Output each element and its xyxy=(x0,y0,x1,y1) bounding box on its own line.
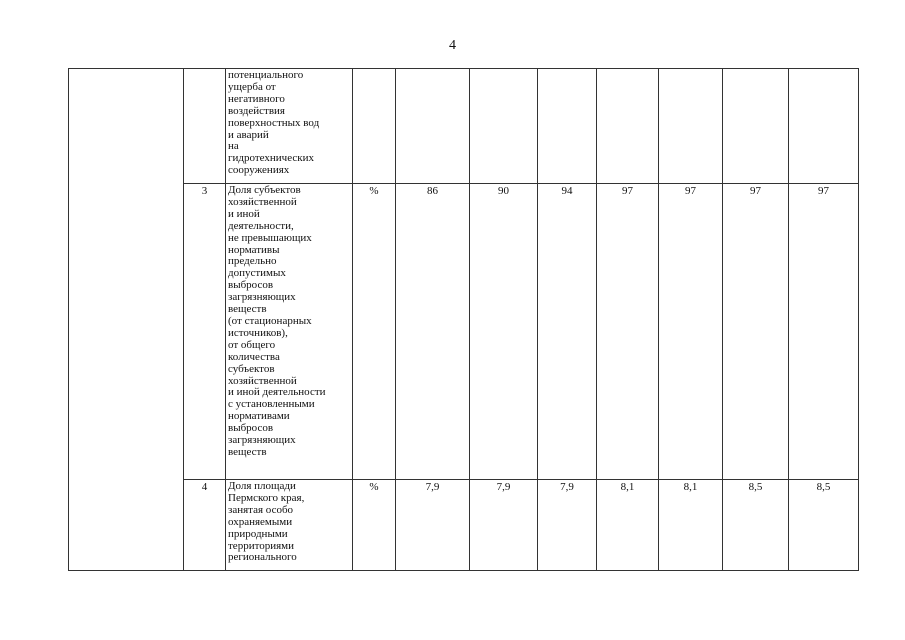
value-cell: 8,5 xyxy=(816,481,831,493)
indicator-description: потенциального ущерба от негативного воздействия поверхностных вод и аварий на гидротехнических сооружениях xyxy=(228,69,320,177)
table-column-border xyxy=(68,68,69,571)
table-column-border xyxy=(395,68,396,571)
unit-cell: % xyxy=(369,481,379,493)
table-column-border xyxy=(183,68,184,571)
table-column-border xyxy=(352,68,353,571)
value-cell: 94 xyxy=(561,185,573,197)
table-bottom-border xyxy=(68,570,859,571)
table-column-border xyxy=(537,68,538,571)
value-cell: 97 xyxy=(685,185,696,197)
table-column-border xyxy=(596,68,597,571)
indicator-description: Доля площади Пермского края, занятая особо охраняемыми природными территориями регионального xyxy=(228,480,305,564)
table-column-border xyxy=(469,68,470,571)
value-cell: 90 xyxy=(498,185,509,197)
value-cell: 7,9 xyxy=(425,481,440,493)
unit-cell: % xyxy=(369,185,379,197)
value-cell: 97 xyxy=(622,185,633,197)
page-number: 4 xyxy=(449,38,456,53)
row-index: 3 xyxy=(201,185,208,197)
value-cell: 7,9 xyxy=(560,481,574,493)
table-top-border xyxy=(68,68,859,69)
value-cell: 97 xyxy=(818,185,829,197)
value-cell: 8,1 xyxy=(620,481,635,493)
table-column-border xyxy=(722,68,723,571)
table-column-border xyxy=(788,68,789,571)
row-index: 4 xyxy=(201,481,208,493)
value-cell: 86 xyxy=(427,185,438,197)
value-cell: 97 xyxy=(750,185,761,197)
value-cell: 8,1 xyxy=(683,481,698,493)
table-column-border xyxy=(858,68,859,571)
indicator-description: Доля субъектов хозяйственной и иной деятельности, не превышающих нормативы предельно допустимых выбросов загрязняющих веществ (от стационарных источников), от общего количества субъектов хозяйственной и иной деятельности с установленными нормативами выбросов загрязняющих веществ xyxy=(228,184,326,458)
table-column-border xyxy=(658,68,659,571)
table-column-border xyxy=(225,68,226,571)
value-cell: 7,9 xyxy=(496,481,511,493)
value-cell: 8,5 xyxy=(748,481,763,493)
